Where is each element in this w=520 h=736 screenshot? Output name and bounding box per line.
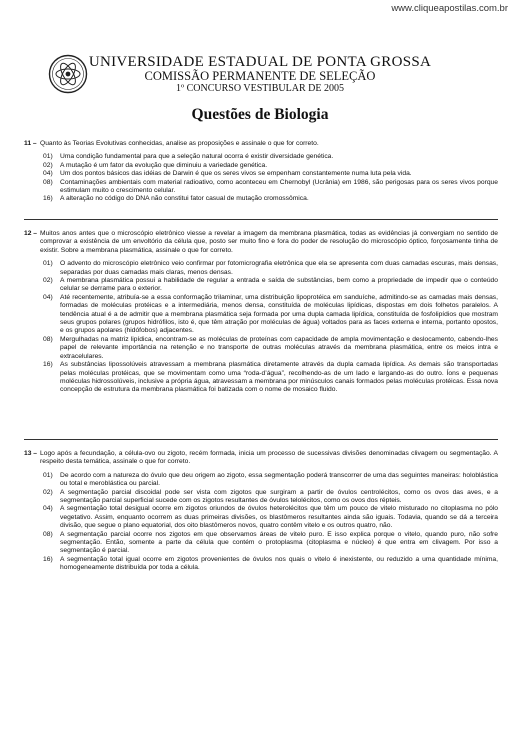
exam-header (48, 54, 472, 98)
item-text: A segmentação parcial discoidal pode ser vista com zigotos que surgiram a partir de óvulos centrolécitos, como os ovos das aves, e a segmentação parcial superficial sucede com os zigotos resultantes de óvulos telolécitos, como os ovos dos répteis. (60, 488, 498, 505)
question-number: 13 – (24, 450, 38, 457)
question-stem: Quanto às Teorias Evolutivas conhecidas, analise as proposições e assinale o que for correto. (40, 140, 319, 147)
item-text: A alteração no código do DNA não constitui fator casual de mutação cromossômica. (60, 195, 309, 203)
question-number: 11 – (24, 140, 37, 147)
item-number: 04) (43, 505, 53, 513)
item-number: 02) (43, 277, 53, 285)
item-text: Um dos pontos básicos das idéias de Darwin é que os seres vivos se empenham constantemente numa luta pela vida. (60, 170, 412, 178)
divider (24, 219, 498, 220)
item-number: 01) (43, 471, 53, 479)
item-text: A segmentação parcial ocorre nos zigotos em que observamos áreas de vitelo puro. E isso explica porque o vitelo, quando puro, não sofre segmentação. Então, somente a parte da célula que contém o protoplasma (citoplasma e núcleo) é que entra em clivagem. Por isso a segmentação é parcial. (60, 530, 498, 555)
item-text: A membrana plasmática possui a habilidade de regular a entrada e saída de substâncias, bem como a propriedade de impedir que o conteúdo celular se derrame para o exterior. (60, 277, 498, 293)
answer-item (43, 489, 498, 506)
answer-item (43, 277, 498, 294)
item-text: Mergulhadas na matriz lipídica, encontram-se as moléculas de proteínas com capacidade de ampla movimentação e deslocamento, cabendo-lhes papel de relevante importância na retenção e no transporte de outras moléculas através da membrana plasmática, entre os meios intra e extracelulares. (60, 335, 498, 360)
item-number: 02) (43, 488, 53, 496)
item-number: 02) (43, 161, 53, 169)
answer-item (43, 336, 498, 361)
item-number: 16) (43, 195, 53, 203)
question-stem: Muitos anos antes que o microscópio eletrônico viesse a revelar a imagem da membrana plasmática, todas as evidências já convergiam no sentido de comprovar a existência de um envoltório da célula que, posto ser muito fino e fora do poder de resolução do microscópio óptico, forçosamente tinha de existir. Sobre a membrana plasmática, assinale o que for correto. (40, 230, 498, 254)
item-number: 08) (43, 178, 53, 186)
answer-item (43, 260, 498, 277)
question-12 (24, 230, 498, 395)
commission-name: COMISSÃO PERMANENTE DE SELEÇÃO (144, 69, 376, 83)
answer-item (43, 162, 498, 170)
university-name: UNIVERSIDADE ESTADUAL DE PONTA GROSSA (88, 54, 432, 70)
answer-item (43, 153, 498, 161)
item-number: 01) (43, 153, 53, 161)
answer-item (43, 505, 498, 530)
item-text: De acordo com a natureza do óvulo que deu origem ao zigoto, essa segmentação poderá transcorrer de uma das seguintes maneiras: holoblástica ou total e meroblástica ou parcial. (60, 471, 498, 488)
item-number: 08) (43, 530, 53, 538)
answer-item (43, 170, 498, 178)
answer-item (43, 294, 498, 336)
item-text: Contaminações ambientais com material radioativo, como aconteceu em Chernobyl (Ucrânia) em 1986, são perigosas para os seres vivos porque estimulam muito o crescimento celular. (60, 178, 498, 195)
item-number: 04) (43, 293, 53, 301)
question-number: 12 – (24, 230, 38, 237)
question-stem: Logo após a fecundação, a célula-ovo ou zigoto, recém formada, inicia um processo de sucessivas divisões denominadas clivagem ou segmentação. A respeito desta temática, assinale o que for correto. (40, 450, 498, 466)
question-13 (24, 450, 498, 573)
answer-item (43, 361, 498, 395)
item-text: A mutação é um fator da evolução que diminuiu a variedade genética. (60, 161, 268, 169)
item-text: Até recentemente, atribuía-se a essa conformação trilaminar, uma distribuição lipoprotéica em sanduíche, admitindo-se as camadas mais densas, formadas de moléculas protéicas e a intermediária, menos densa, constituída de moléculas lipídicas, dispostas em dois folhetos paralelos. A tendência atual é a de admitir que a membrana plasmática seja formada por uma dupla camada lipídica, constituída de fosfolipídios que mostram seus grupos polares (grupos hidrófilos, isto é, que têm atração por moléculas de água) voltados para as faces externa e interna, portanto opostos, e os grupos apolares (hidófobos) adjacentes. (60, 293, 498, 335)
item-number: 08) (43, 335, 53, 343)
item-text: A segmentação total igual ocorre em zigotos provenientes de óvulos nos quais o vitelo é inexistente, ou reduzido a uma quantidade mínima, homogeneamente distribuída por toda a célula. (60, 555, 498, 572)
site-url: www.cliqueapostilas.com.br (391, 3, 508, 14)
contest-name: 1º CONCURSO VESTIBULAR DE 2005 (176, 83, 344, 94)
item-number: 01) (43, 260, 53, 268)
item-number: 04) (43, 170, 53, 178)
item-number: 16) (43, 361, 53, 369)
answer-item (43, 195, 498, 203)
item-text: O advento do microscópio eletrônico veio confirmar por fotomicrografia eletrônica que ela se apresenta com duas camadas escuras, mais densas, separadas por duas camadas mais claras, menos densas. (60, 260, 498, 276)
item-text: Uma condição fundamental para que a seleção natural ocorra é existir diversidade genética. (60, 153, 334, 161)
item-text: As substâncias lipossolúveis atravessam a membrana plasmática diretamente através da dupla camada lipídica. As demais são transportadas pelas moléculas protéicas, que se movimentam como uma “roda-d’água”, recolhendo-as de um lado e largando-as do outro. Íons e pequenas moléculas hidrossolúveis, inclusive a própria água, atravessam a membrana por minúsculos canais formados pelas moléculas protéicas. Essa nova concepção de estrutura da membrana plasmática foi batizada com o nome de mosaico fluido. (60, 361, 498, 394)
page-title: Questões de Biologia (191, 106, 329, 123)
answer-item (43, 179, 498, 196)
item-text: A segmentação total desigual ocorre em zigotos oriundos de óvulos heterolécitos que têm um pouco de vitelo misturado no citoplasma no pólo vegetativo. Assim, enquanto ocorrem as duas primeiras divisões, os blastômeros resultantes ainda são iguais. Todavia, quando se dá a terceira divisão, que segue o plano equatorial, dos oito blastômeros novos, quatro contêm vitelo e os outros quatro, não. (60, 505, 498, 530)
answer-item (43, 472, 498, 489)
answer-item (43, 556, 498, 573)
question-11 (24, 140, 498, 204)
answer-item (43, 531, 498, 556)
divider (24, 439, 498, 440)
item-number: 16) (43, 555, 53, 563)
